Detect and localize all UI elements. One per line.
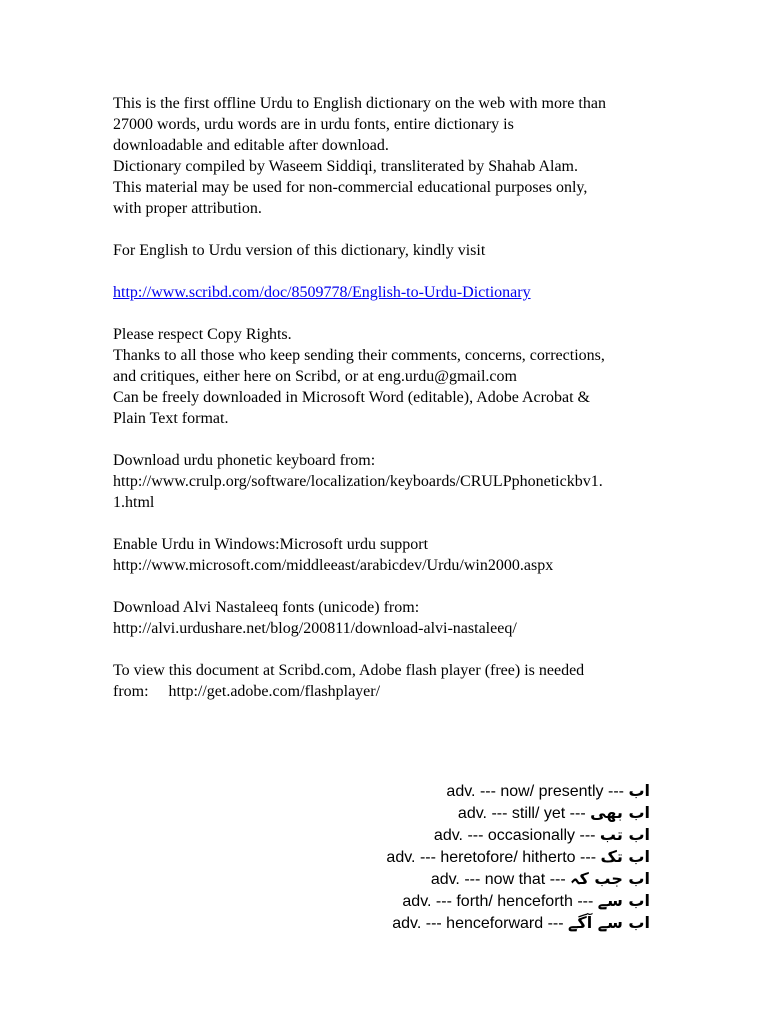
- entry-pos: adv.: [402, 893, 432, 910]
- flash-url: from: http://get.adobe.com/flashplayer/: [113, 683, 381, 700]
- entry-separator: ---: [435, 893, 452, 910]
- copyright-line: and critiques, either here on Scribd, or at eng.urdu@gmail.com: [113, 368, 517, 385]
- keyboard-paragraph: [113, 450, 673, 513]
- entry-english: henceforward: [446, 915, 544, 932]
- copyright-line: Can be freely downloaded in Microsoft Word (editable), Adobe Acrobat &: [113, 389, 590, 406]
- flash-line: To view this document at Scribd.com, Adobe flash player (free) is needed: [113, 662, 585, 679]
- keyboard-line: Download urdu phonetic keyboard from:: [113, 452, 376, 469]
- entry-urdu: اب تک: [600, 847, 650, 866]
- dictionary-entry: [386, 846, 650, 868]
- intro-line: 27000 words, urdu words are in urdu fonts, entire dictionary is: [113, 116, 514, 133]
- copyright-line: Please respect Copy Rights.: [113, 326, 292, 343]
- entry-separator: ---: [549, 871, 566, 888]
- entry-separator: ---: [419, 849, 436, 866]
- entry-separator: ---: [464, 871, 481, 888]
- dictionary-entry: [386, 824, 650, 846]
- dictionary-entry: [386, 890, 650, 912]
- copyright-paragraph: [113, 324, 673, 429]
- dictionary-entry: [386, 780, 650, 802]
- entry-separator: ---: [425, 915, 442, 932]
- entry-separator: ---: [579, 827, 596, 844]
- entry-pos: adv.: [386, 849, 416, 866]
- dictionary-entry: [386, 802, 650, 824]
- entry-english: now that: [484, 871, 546, 888]
- entry-urdu: اب سے: [597, 891, 650, 910]
- entry-separator: ---: [577, 893, 594, 910]
- dictionary-entry: [386, 868, 650, 890]
- entry-urdu: اب جب کہ: [570, 869, 650, 888]
- entry-english: still/ yet: [511, 805, 566, 822]
- entry-english: now/ presently: [500, 783, 604, 800]
- intro-line: with proper attribution.: [113, 200, 262, 217]
- entry-pos: adv.: [446, 783, 476, 800]
- intro-line: This is the first offline Urdu to English dictionary on the web with more than: [113, 95, 606, 112]
- copyright-line: Thanks to all those who keep sending their comments, concerns, corrections,: [113, 347, 605, 364]
- entry-separator: ---: [547, 915, 564, 932]
- keyboard-url: 1.html: [113, 494, 155, 511]
- entry-separator: ---: [608, 783, 624, 800]
- windows-url: http://www.microsoft.com/middleeast/arabicdev/Urdu/win2000.aspx: [113, 557, 554, 574]
- entry-separator: ---: [580, 849, 597, 866]
- entry-pos: adv.: [433, 827, 463, 844]
- windows-line: Enable Urdu in Windows:Microsoft urdu support: [113, 536, 429, 553]
- entry-english: forth/ henceforth: [456, 893, 573, 910]
- entry-pos: adv.: [457, 805, 487, 822]
- link-paragraph: [113, 282, 673, 303]
- entry-separator: ---: [491, 805, 508, 822]
- entry-separator: ---: [569, 805, 586, 822]
- flash-paragraph: [113, 660, 673, 702]
- intro-line: downloadable and editable after download.: [113, 137, 389, 154]
- entry-pos: adv.: [392, 915, 422, 932]
- entry-separator: ---: [467, 827, 484, 844]
- fonts-line: Download Alvi Nastaleeq fonts (unicode) from:: [113, 599, 420, 616]
- entry-urdu: اب: [628, 781, 650, 800]
- entry-pos: adv.: [430, 871, 460, 888]
- visit-paragraph: [113, 240, 673, 261]
- entry-urdu: اب تب: [599, 825, 650, 844]
- english-to-urdu-link[interactable]: http://www.scribd.com/doc/8509778/English-to-Urdu-Dictionary: [113, 284, 531, 301]
- fonts-url: http://alvi.urdushare.net/blog/200811/download-alvi-nastaleeq/: [113, 620, 517, 637]
- dictionary-entry: [386, 912, 650, 934]
- entry-urdu: اب بھی: [590, 803, 650, 822]
- dictionary-entries: [386, 780, 650, 934]
- copyright-line: Plain Text format.: [113, 410, 229, 427]
- intro-line: Dictionary compiled by Waseem Siddiqi, transliterated by Shahab Alam.: [113, 158, 578, 175]
- visit-text: For English to Urdu version of this dictionary, kindly visit: [113, 242, 486, 259]
- intro-paragraph: [113, 93, 673, 219]
- entry-urdu: اب سے آگے: [568, 913, 650, 932]
- windows-paragraph: [113, 534, 673, 576]
- intro-line: This material may be used for non-commercial educational purposes only,: [113, 179, 588, 196]
- entry-separator: ---: [479, 783, 496, 800]
- document-body: [113, 93, 673, 702]
- entry-english: heretofore/ hitherto: [440, 849, 576, 866]
- keyboard-url: http://www.crulp.org/software/localization/keyboards/CRULPphonetickbv1.: [113, 473, 603, 490]
- fonts-paragraph: [113, 597, 673, 639]
- entry-english: occasionally: [487, 827, 576, 844]
